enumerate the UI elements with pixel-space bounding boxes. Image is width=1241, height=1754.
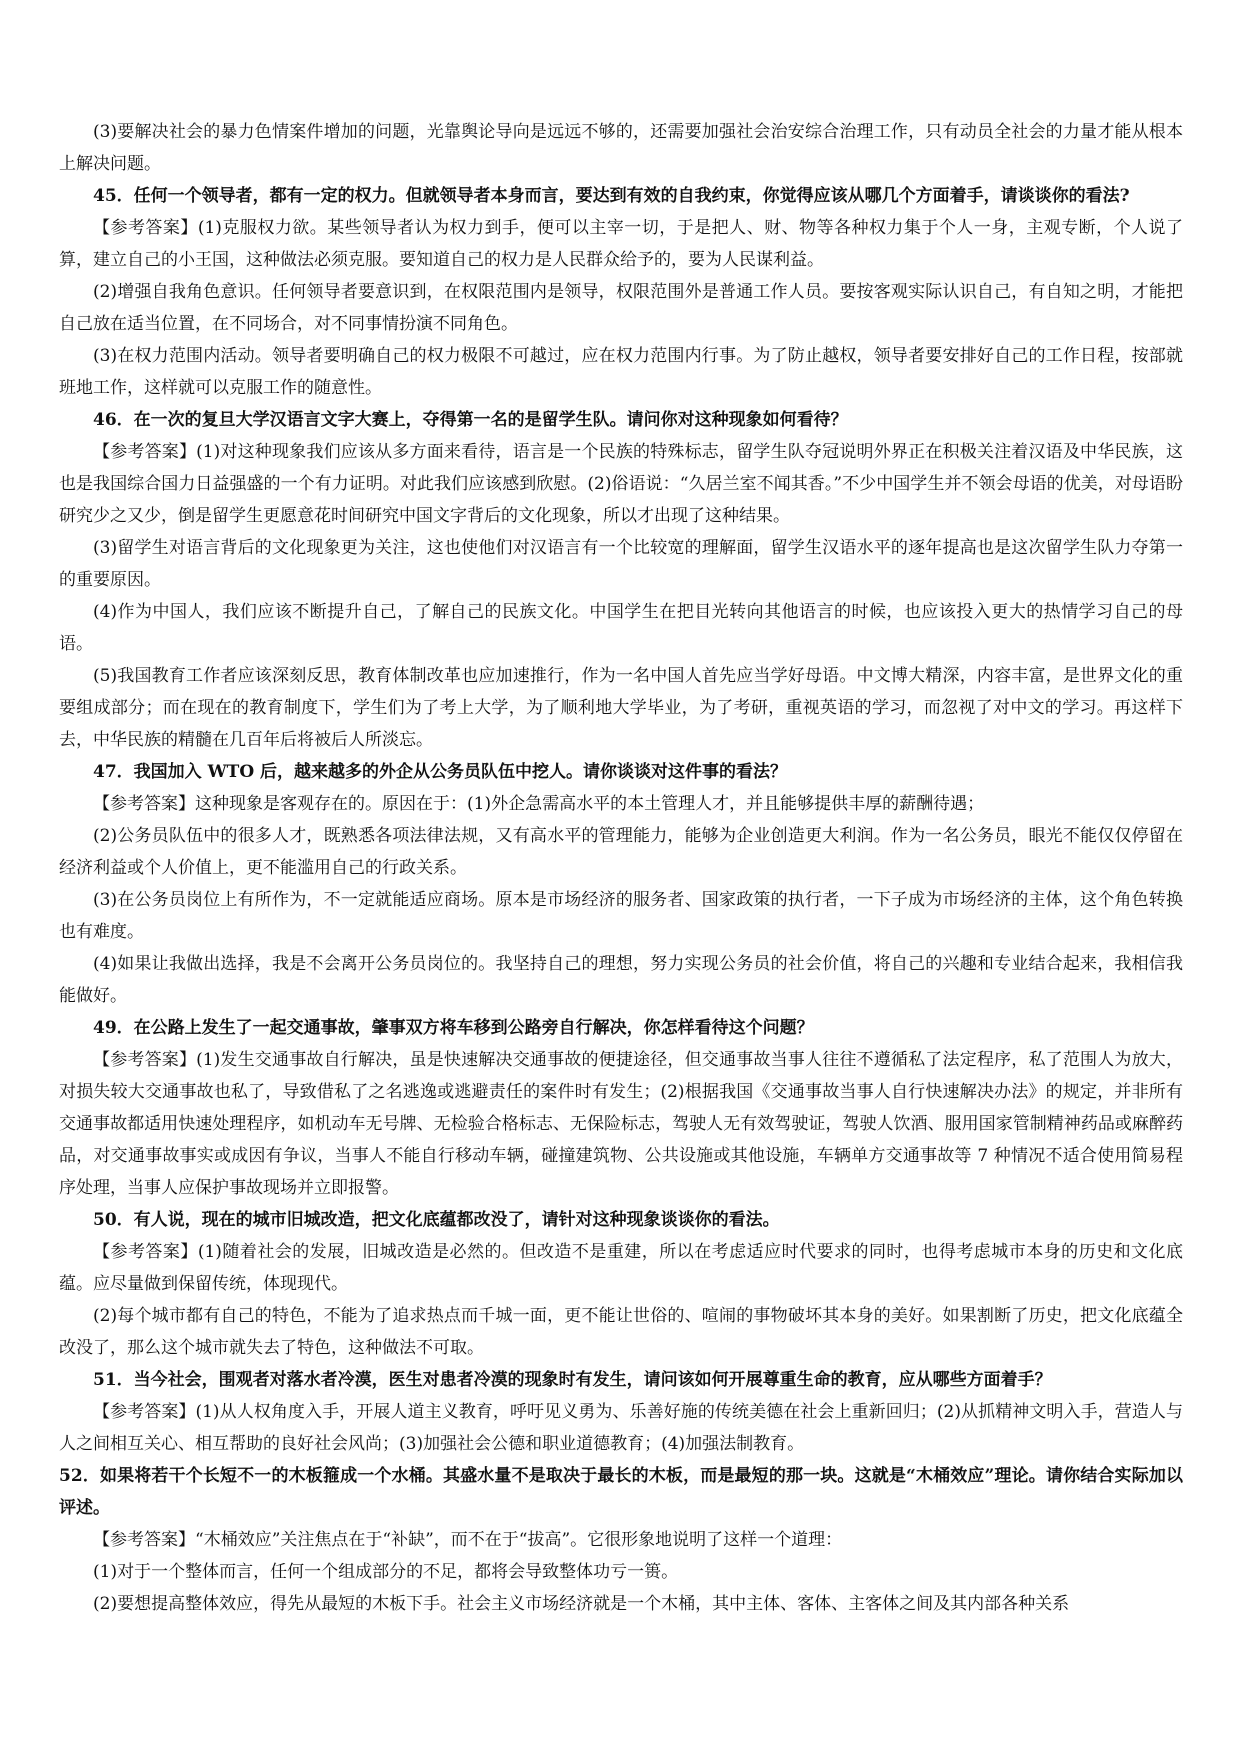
answer-paragraph: 【参考答案】(1)对这种现象我们应该从多方面来看待，语言是一个民族的特殊标志，留学生队夺冠说明外界正在积极关注着汉语及中华民族，这也是我国综合国力日益强盛的一个有力证明。对此我们应该感到欣慰。(2)俗语说：“久居兰室不闻其香。”不少中国学生并不领会母语的优美，对母语盼研究少之又少，倒是留学生更愿意花时间研究中国文字背后的文化现象，所以才出现了这种结果。: [59, 442, 1183, 526]
answer-paragraph: 【参考答案】(1)发生交通事故自行解决，虽是快速解决交通事故的便捷途径，但交通事故当事人往往不遵循私了法定程序，私了范围人为放大，对损失较大交通事故也私了，导致借私了之名逃逸或逃避责任的案件时有发生；(2)根据我国《交通事故当事人自行快速解决办法》的规定，并非所有交通事故都适用快速处理程序，如机动车无号牌、无检验合格标志、无保险标志，驾驶人无有效驾驶证，驾驶人饮酒、服用国家管制精神药品或麻醉药品，对交通事故事实或成因有争议，当事人不能自行移动车辆，碰撞建筑物、公共设施或其他设施，车辆单方交通事故等 7 种情况不适合使用简易程序处理，当事人应保护事故现场并立即报警。: [59, 1050, 1183, 1198]
paragraph: (3)在权力范围内活动。领导者要明确自己的权力极限不可越过，应在权力范围内行事。为了防止越权，领导者要安排好自己的工作日程，按部就班地工作，这样就可以克服工作的随意性。: [59, 346, 1183, 398]
question-heading: 46．在一次的复旦大学汉语言文字大赛上，夺得第一名的是留学生队。请问你对这种现象如何看待？: [93, 410, 848, 430]
paragraph: (4)作为中国人，我们应该不断提升自己，了解自己的民族文化。中国学生在把目光转向其他语言的时候，也应该投入更大的热情学习自己的母语。: [59, 602, 1183, 654]
answer-paragraph: 【参考答案】这种现象是客观存在的。原因在于：(1)外企急需高水平的本土管理人才，并且能够提供丰厚的薪酬待遇；: [93, 794, 985, 814]
question-heading: 49．在公路上发生了一起交通事故，肇事双方将车移到公路旁自行解决，你怎样看待这个问题？: [93, 1018, 814, 1038]
question-heading: 45．任何一个领导者，都有一定的权力。但就领导者本身而言，要达到有效的自我约束，你觉得应该从哪几个方面着手，请谈谈你的看法?: [93, 186, 1130, 206]
paragraph: (3)在公务员岗位上有所作为，不一定就能适应商场。原本是市场经济的服务者、国家政策的执行者，一下子成为市场经济的主体，这个角色转换也有难度。: [59, 890, 1183, 942]
answer-paragraph: 【参考答案】(1)从人权角度入手，开展人道主义教育，呼吁见义勇为、乐善好施的传统美德在社会上重新回归；(2)从抓精神文明入手，营造人与人之间相互关心、相互帮助的良好社会风尚；(3)加强社会公德和职业道德教育；(4)加强法制教育。: [59, 1402, 1183, 1454]
document-page: [59, 116, 1183, 1620]
answer-paragraph: 【参考答案】(1)随着社会的发展，旧城改造是必然的。但改造不是重建，所以在考虑适应时代要求的同时，也得考虑城市本身的历史和文化底蕴。应尽量做到保留传统，体现现代。: [59, 1242, 1183, 1294]
paragraph: (1)对于一个整体而言，任何一个组成部分的不足，都将会导致整体功亏一篑。: [93, 1562, 679, 1582]
paragraph: (3)要解决社会的暴力色情案件增加的问题，光靠舆论导向是远远不够的，还需要加强社会治安综合治理工作，只有动员全社会的力量才能从根本上解决问题。: [59, 122, 1183, 174]
paragraph: (4)如果让我做出选择，我是不会离开公务员岗位的。我坚持自己的理想，努力实现公务员的社会价值，将自己的兴趣和专业结合起来，我相信我能做好。: [59, 954, 1183, 1006]
answer-paragraph: 【参考答案】(1)克服权力欲。某些领导者认为权力到手，便可以主宰一切，于是把人、财、物等各种权力集于个人一身，主观专断，个人说了算，建立自己的小王国，这种做法必须克服。要知道自己的权力是人民群众给予的，要为人民谋利益。: [59, 218, 1183, 270]
answer-paragraph: 【参考答案】“木桶效应”关注焦点在于“补缺”，而不在于“拔高”。它很形象地说明了这样一个道理：: [93, 1530, 843, 1550]
question-heading: 47．我国加入 WTO 后，越来越多的外企从公务员队伍中挖人。请你谈谈对这件事的看法？: [93, 762, 788, 782]
paragraph: (2)公务员队伍中的很多人才，既熟悉各项法律法规，又有高水平的管理能力，能够为企业创造更大利润。作为一名公务员，眼光不能仅仅停留在经济利益或个人价值上，更不能滥用自己的行政关系。: [59, 826, 1183, 878]
question-heading: 52．如果将若干个长短不一的木板箍成一个水桶。其盛水量不是取决于最长的木板，而是最短的那一块。这就是“木桶效应”理论。请你结合实际加以评述。: [59, 1466, 1183, 1518]
question-heading: 50．有人说，现在的城市旧城改造，把文化底蕴都改没了，请针对这种现象谈谈你的看法。: [93, 1210, 780, 1230]
paragraph: (3)留学生对语言背后的文化现象更为关注，这也使他们对汉语言有一个比较宽的理解面，留学生汉语水平的逐年提高也是这次留学生队力夺第一的重要原因。: [59, 538, 1183, 590]
paragraph: (2)要想提高整体效应，得先从最短的木板下手。社会主义市场经济就是一个木桶，其中主体、客体、主客体之间及其内部各种关系: [93, 1594, 1070, 1614]
paragraph: (2)增强自我角色意识。任何领导者要意识到，在权限范围内是领导，权限范围外是普通工作人员。要按客观实际认识自己，有自知之明，才能把自己放在适当位置，在不同场合，对不同事情扮演不同角色。: [59, 282, 1183, 334]
paragraph: (2)每个城市都有自己的特色，不能为了追求热点而千城一面，更不能让世俗的、喧闹的事物破坏其本身的美好。如果割断了历史，把文化底蕴全改没了，那么这个城市就失去了特色，这种做法不可取。: [59, 1306, 1183, 1358]
paragraph: (5)我国教育工作者应该深刻反思，教育体制改革也应加速推行，作为一名中国人首先应当学好母语。中文博大精深，内容丰富，是世界文化的重要组成部分；而在现在的教育制度下，学生们为了考上大学，为了顺利地大学毕业，为了考研，重视英语的学习，而忽视了对中文的学习。再这样下去，中华民族的精髓在几百年后将被后人所淡忘。: [59, 666, 1183, 750]
question-heading: 51．当今社会，围观者对落水者冷漠，医生对患者冷漠的现象时有发生，请问该如何开展尊重生命的教育，应从哪些方面着手？: [93, 1370, 1052, 1390]
